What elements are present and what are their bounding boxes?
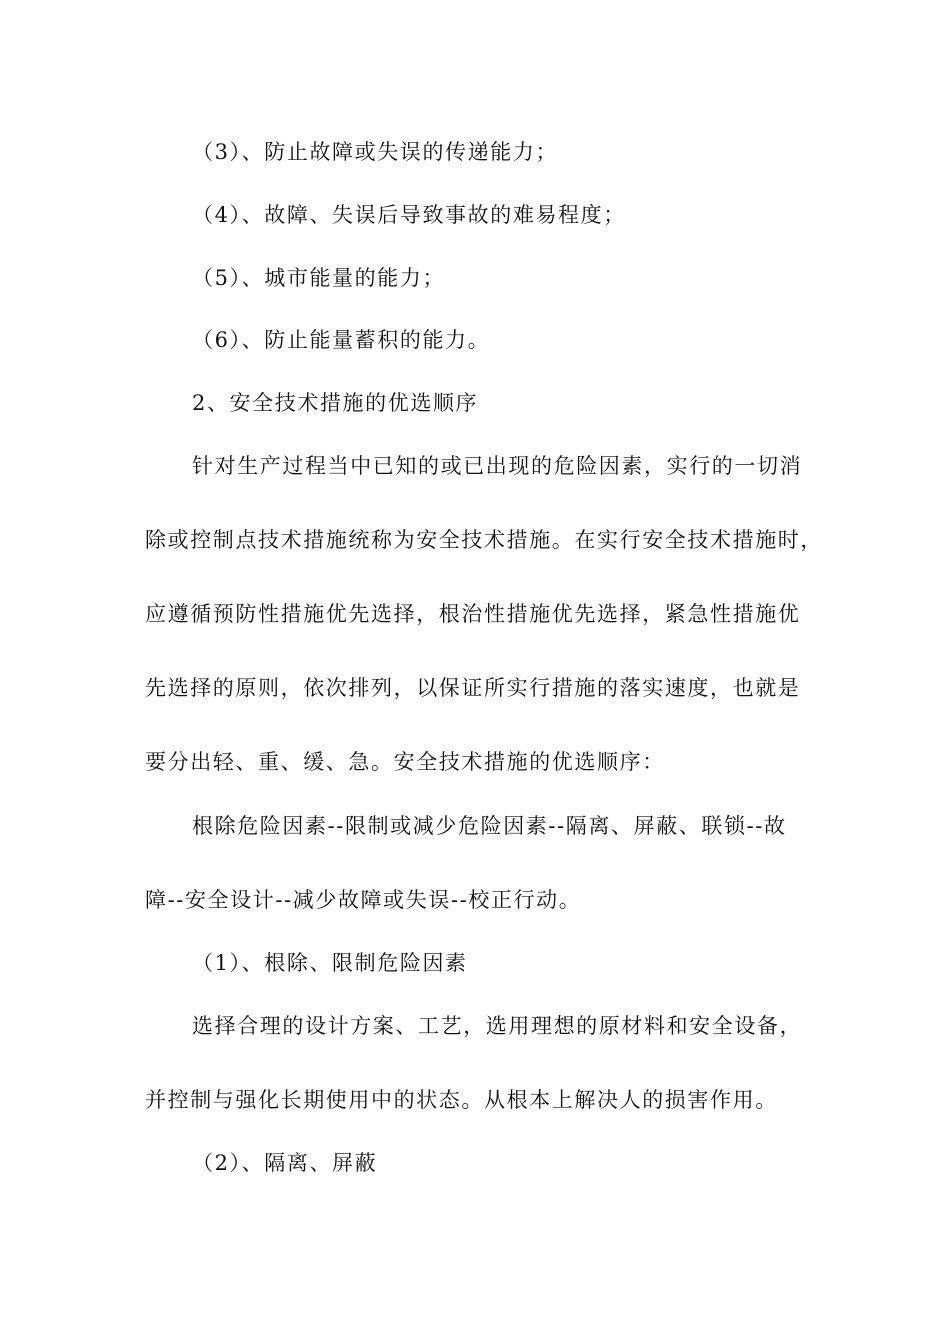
paragraph2-line: 根除危险因素--限制或减少危险因素--隔离、屏蔽、联锁--故 <box>192 814 787 838</box>
paragraph3-line: 选择合理的设计方案、工艺，选用理想的原材料和安全设备， <box>192 1014 803 1038</box>
list-item-3: （3）、防止故障或失误的传递能力； <box>192 140 559 164</box>
paragraph1-line: 应遵循预防性措施优先选择，根治性措施优先选择，紧急性措施优 <box>145 602 801 626</box>
sub1-heading: （1）、根除、限制危险因素 <box>192 951 468 975</box>
section-heading: 2、安全技术措施的优选顺序 <box>192 391 479 415</box>
paragraph3-line: 并控制与强化长期使用中的状态。从根本上解决人的损害作用。 <box>145 1088 778 1112</box>
paragraph1-line: 要分出轻、重、缓、急。安全技术措施的优选顺序： <box>145 750 665 774</box>
paragraph1-line: 除或控制点技术措施统称为安全技术措施。在实行安全技术措施时， <box>145 528 823 552</box>
list-item-4: （4）、故障、失误后导致事故的难易程度； <box>192 203 626 227</box>
paragraph1-line: 针对生产过程当中已知的或已出现的危险因素，实行的一切消 <box>192 454 803 478</box>
list-item-5: （5）、城市能量的能力； <box>192 266 446 290</box>
paragraph1-line: 先选择的原则，依次排列，以保证所实行措施的落实速度，也就是 <box>145 676 801 700</box>
sub2-heading: （2）、隔离、屏蔽 <box>192 1151 378 1175</box>
list-item-6: （6）、防止能量蓄积的能力。 <box>192 328 491 352</box>
paragraph2-line: 障--安全设计--减少故障或失误--校正行动。 <box>145 888 582 912</box>
